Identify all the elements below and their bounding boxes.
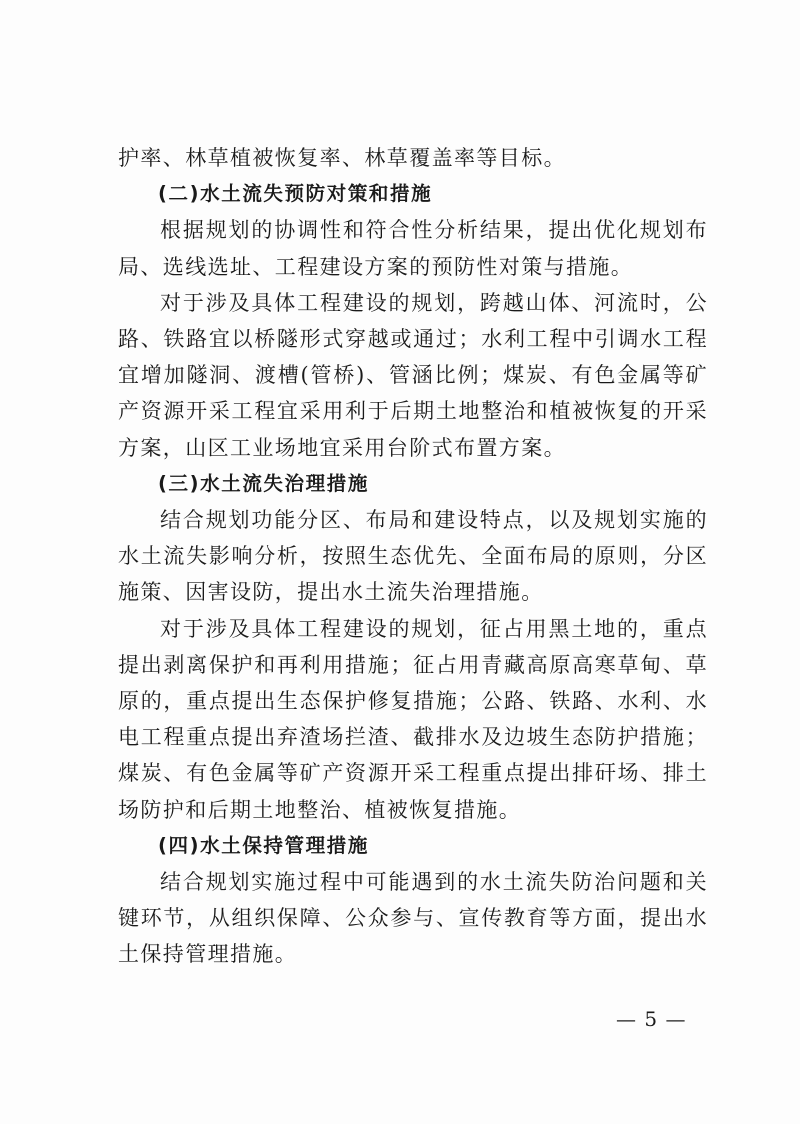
section-heading-2: (二)水土流失预防对策和措施: [158, 182, 433, 206]
paragraph: 对于涉及具体工程建设的规划，征占用黑土地的，重点提出剥离保护和再利用措施；征占用青藏高原高寒草甸、草原的，重点提出生态保护修复措施；公路、铁路、水利、水电工程重点提出弃渣场拦渣、截排水及边坡生态防护措施；煤炭、有色金属等矿产资源开采工程重点提出排矸场、排土场防护和后期土地整治、植被恢复措施。: [118, 616, 708, 822]
paragraph-continuation: 护率、林草植被恢复率、林草覆盖率等目标。: [118, 146, 566, 170]
paragraph: 对于涉及具体工程建设的规划，跨越山体、河流时，公路、铁路宜以桥隧形式穿越或通过；水利工程中引调水工程宜增加隧洞、渡槽(管桥)、管涵比例；煤炭、有色金属等矿产资源开采工程宜采用利于后期土地整治和植被恢复的开采方案，山区工业场地宜采用台阶式布置方案。: [118, 290, 708, 460]
paragraph: 结合规划功能分区、布局和建设特点，以及规划实施的水土流失影响分析，按照生态优先、全面布局的原则，分区施策、因害设防，提出水土流失治理措施。: [118, 508, 708, 605]
paragraph: 根据规划的协调性和符合性分析结果，提出优化规划布局、选线选址、工程建设方案的预防性对策与措施。: [118, 218, 708, 279]
page-number: — 5 —: [616, 1007, 687, 1031]
section-heading-3: (三)水土流失治理措施: [158, 471, 369, 495]
body-text: [118, 140, 708, 973]
paragraph: 结合规划实施过程中可能遇到的水土流失防治问题和关键环节，从组织保障、公众参与、宣传教育等方面，提出水土保持管理措施。: [118, 870, 708, 967]
section-heading-4: (四)水土保持管理措施: [158, 833, 369, 857]
